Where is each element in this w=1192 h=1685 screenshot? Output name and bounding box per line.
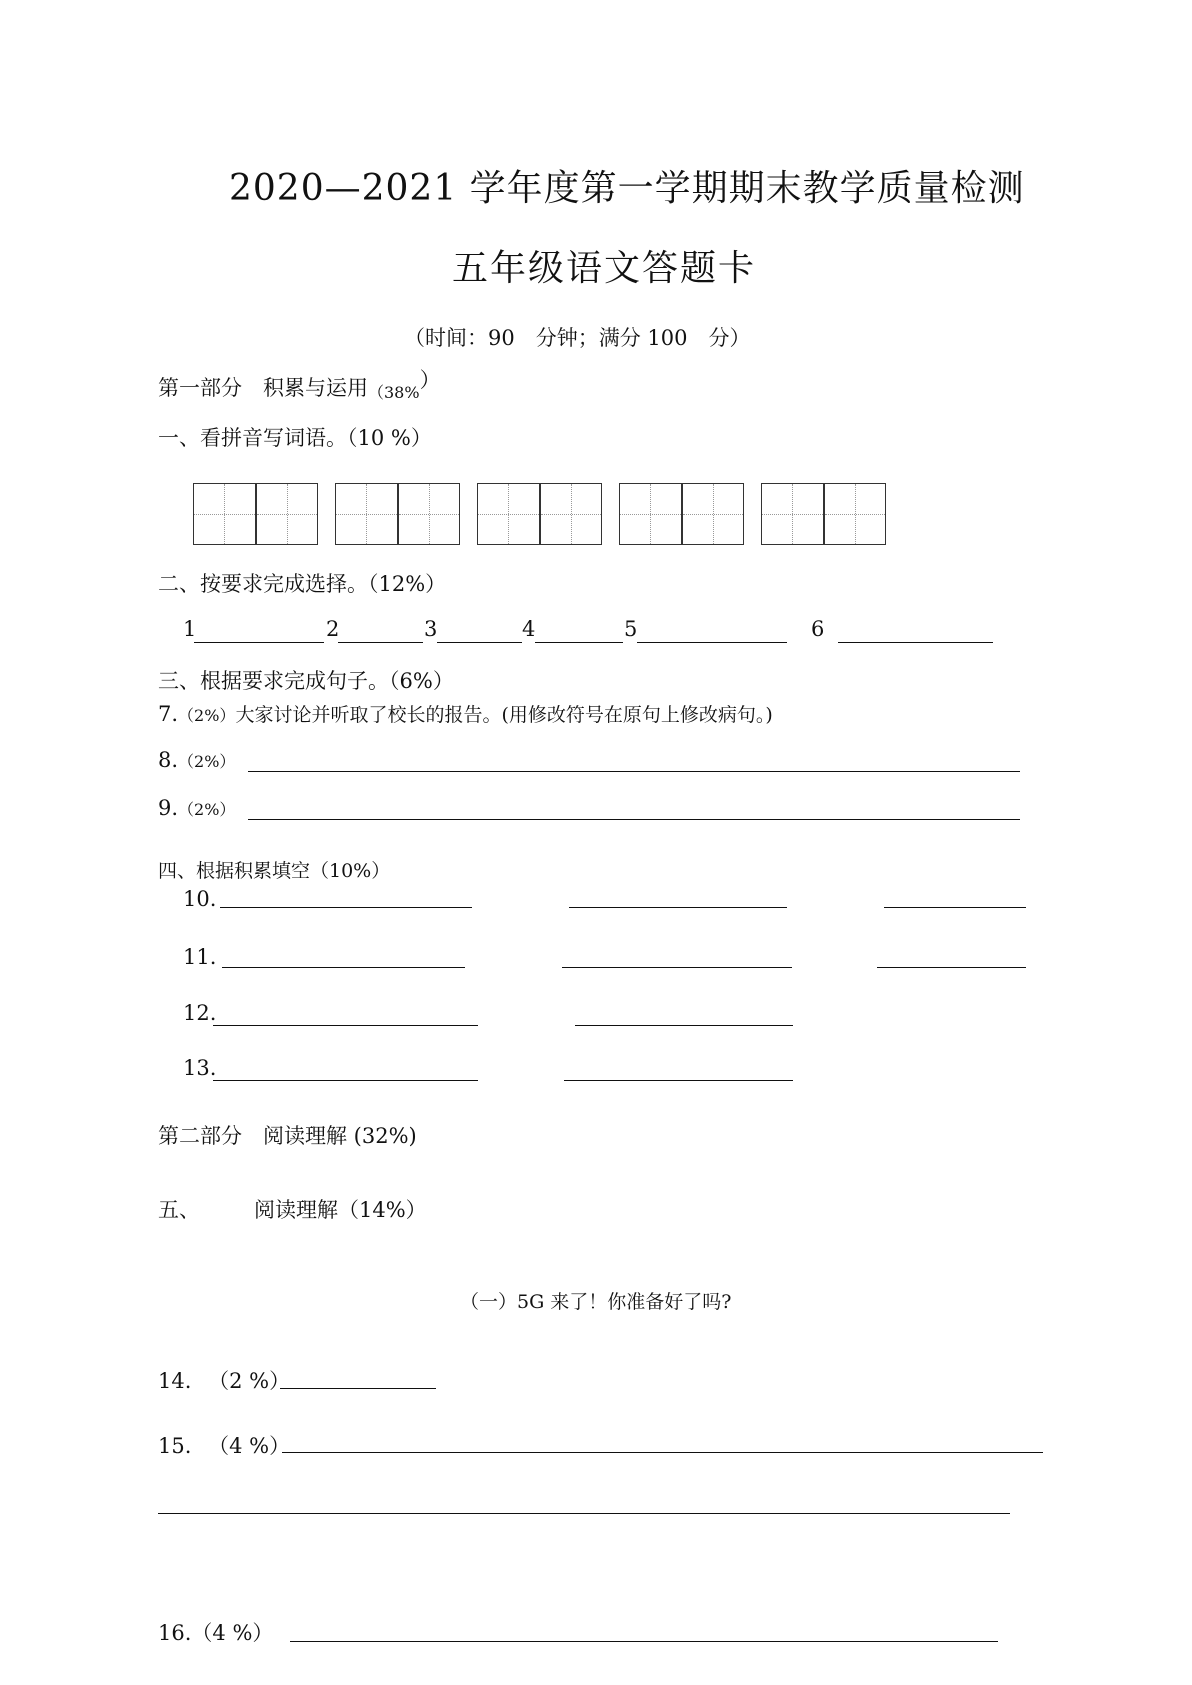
q9-number: 9. [158,796,179,820]
q7-row [158,700,773,727]
q11-answer-line-1[interactable] [222,967,465,968]
word-box-4[interactable] [619,483,744,545]
part1-score-close: ） [419,368,441,392]
q14-label [158,1365,290,1395]
q16-score: （4 %） [191,1621,274,1645]
q9-label [158,796,235,820]
q14-answer-line[interactable] [280,1388,436,1389]
part2-heading: 第二部分 阅读理解 (32%) [158,1124,417,1148]
q12-answer-line-1[interactable] [213,1025,478,1026]
q16-label [158,1617,273,1647]
part1-score: （38% [368,383,420,402]
q8-score: （2%） [178,752,236,771]
q4-heading: 四、根据积累填空（10%） [158,860,391,882]
q2-blank-label-3: 3 [424,617,438,641]
q2-blank-label-5: 5 [624,617,638,641]
q8-number: 8. [158,748,179,772]
q14-score: （2 %） [208,1369,291,1393]
page-title: 2020—2021 学年度第一学期期末教学质量检测 [229,168,1025,209]
q2-blank-label-2: 2 [326,617,340,641]
char-cell[interactable] [539,484,602,544]
char-cell[interactable] [620,484,681,544]
q8-label [158,748,235,772]
q12-answer-line-2[interactable] [575,1025,793,1026]
word-box-1[interactable] [193,483,318,545]
q10-answer-line-1[interactable] [220,907,472,908]
q3-heading: 三、根据要求完成句子。（6%） [158,669,454,693]
q11-number: 11. [183,945,217,969]
q7-text: 大家讨论并听取了校长的报告。(用修改符号在原句上修改病句。) [235,704,773,726]
q16-number: 16. [158,1621,192,1645]
q15-answer-line-1[interactable] [282,1452,1043,1453]
q2-answer-line-4[interactable] [535,642,623,643]
q2-blank-label-4: 4 [522,617,536,641]
time-info: （时间：90 分钟；满分 100 分） [404,326,751,350]
q2-blank-label-1: 1 [183,617,197,641]
char-cell[interactable] [255,484,318,544]
page-subtitle: 五年级语文答题卡 [452,248,757,289]
q7-score: （2%） [178,706,236,725]
passage-title: （一）5G 来了！你准备好了吗? [460,1291,732,1313]
q2-heading: 二、按要求完成选择。（12%） [158,572,447,596]
q2-answer-line-5[interactable] [637,642,787,643]
q15-label [158,1430,290,1460]
q2-answer-line-2[interactable] [338,642,423,643]
q16-answer-line[interactable] [290,1641,998,1642]
q9-answer-line[interactable] [248,819,1020,820]
q8-answer-line[interactable] [248,771,1020,772]
q5-heading: 阅读理解（14%） [254,1198,427,1222]
q10-answer-line-2[interactable] [569,907,787,908]
char-cell[interactable] [194,484,255,544]
char-cell[interactable] [823,484,886,544]
q2-answer-line-1[interactable] [194,642,324,643]
q1-heading: 一、看拼音写词语。（10 %） [158,426,432,450]
q10-answer-line-3[interactable] [884,907,1026,908]
q2-answer-line-6[interactable] [838,642,993,643]
q15-score: （4 %） [208,1434,291,1458]
q13-number: 13. [183,1056,217,1080]
part1-heading-text: 第一部分 积累与运用 [158,376,368,400]
word-box-3[interactable] [477,483,602,545]
q9-score: （2%） [178,800,236,819]
q11-answer-line-2[interactable] [562,967,792,968]
char-cell[interactable] [681,484,744,544]
char-cell[interactable] [336,484,397,544]
q10-number: 10. [183,887,217,911]
part1-heading [158,368,441,402]
q13-answer-line-1[interactable] [213,1080,478,1081]
q12-number: 12. [183,1001,217,1025]
q7-number: 7. [158,702,179,726]
word-box-5[interactable] [761,483,886,545]
q15-number: 15. [158,1434,192,1458]
q14-number: 14. [158,1369,192,1393]
q5-number: 五、 [158,1198,200,1222]
q13-answer-line-2[interactable] [564,1080,793,1081]
q2-answer-line-3[interactable] [437,642,522,643]
q2-blank-label-6: 6 [811,617,825,641]
char-cell[interactable] [762,484,823,544]
char-cell[interactable] [397,484,460,544]
char-cell[interactable] [478,484,539,544]
q15-answer-line-2[interactable] [158,1513,1010,1514]
word-box-2[interactable] [335,483,460,545]
q11-answer-line-3[interactable] [877,967,1026,968]
